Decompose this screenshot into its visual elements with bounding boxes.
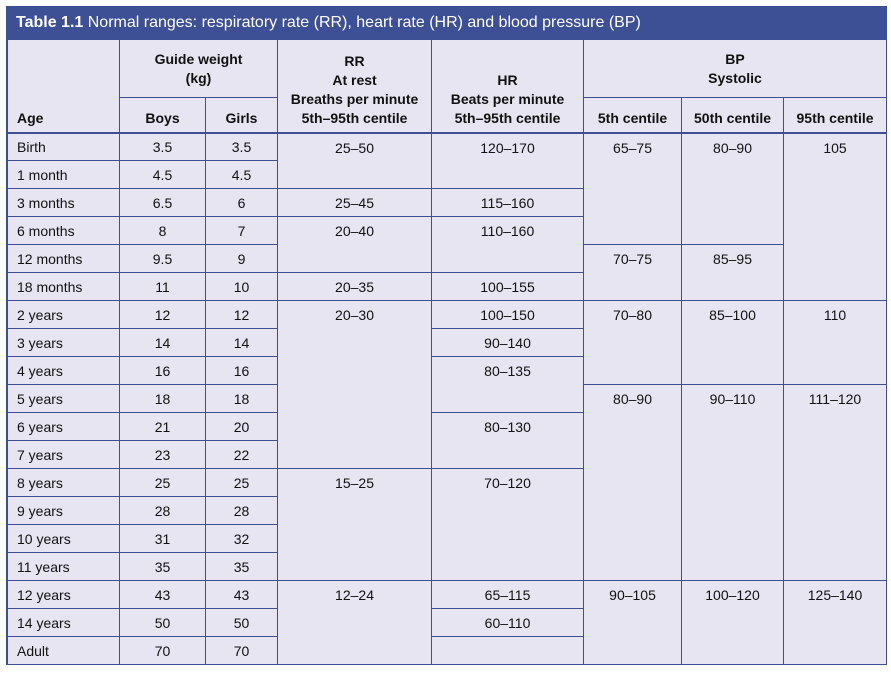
hr-cell: 80–135 [432,357,584,413]
table-caption [7,6,886,39]
boys-weight-cell: 35 [120,553,206,581]
caption-label: Table 1.1 [16,14,84,31]
girls-weight-cell: 18 [206,385,278,413]
bp-5th-cell: 90–105 [584,581,682,665]
bp-50th-cell: 85–100 [682,301,784,385]
rr-cell: 20–30 [278,301,432,469]
age-cell: 14 years [8,609,120,637]
rr-cell: 12–24 [278,581,432,665]
boys-weight-cell: 12 [120,301,206,329]
boys-weight-cell: 70 [120,637,206,665]
girls-weight-cell: 9 [206,245,278,273]
girls-weight-cell: 4.5 [206,161,278,189]
girls-weight-cell: 43 [206,581,278,609]
bp-95th-cell: 105 [784,133,887,301]
age-cell: 7 years [8,441,120,469]
header-bp-title: BP [725,50,745,67]
hr-cell: 90–140 [432,329,584,357]
age-cell: 12 years [8,581,120,609]
girls-weight-cell: 12 [206,301,278,329]
rr-cell: 25–50 [278,133,432,189]
boys-weight-cell: 4.5 [120,161,206,189]
boys-weight-cell: 50 [120,609,206,637]
header-hr [432,40,584,133]
bp-5th-cell: 70–75 [584,245,682,301]
header-guide-weight [120,40,278,98]
hr-cell: 65–115 [432,581,584,609]
age-cell: 9 years [8,497,120,525]
header-age: Age [8,40,120,133]
girls-weight-cell: 32 [206,525,278,553]
age-cell: 12 months [8,245,120,273]
girls-weight-cell: 14 [206,329,278,357]
hr-cell: 60–110 [432,609,584,637]
age-cell: 3 months [8,189,120,217]
boys-weight-cell: 14 [120,329,206,357]
bp-95th-cell: 111–120 [784,385,887,581]
girls-weight-cell: 7 [206,217,278,245]
header-guide-weight-title: Guide weight [154,50,243,67]
boys-weight-cell: 18 [120,385,206,413]
bp-5th-cell: 65–75 [584,133,682,245]
hr-cell [432,637,584,665]
header-rr-title: RR [344,52,365,69]
bp-50th-cell: 100–120 [682,581,784,665]
age-cell: Adult [8,637,120,665]
boys-weight-cell: 3.5 [120,133,206,161]
age-cell: 4 years [8,357,120,385]
age-cell: 10 years [8,525,120,553]
bp-50th-cell: 85–95 [682,245,784,301]
girls-weight-cell: 16 [206,357,278,385]
girls-weight-cell: 25 [206,469,278,497]
age-cell: 3 years [8,329,120,357]
table-row [8,133,887,161]
header-bp-95th: 95th centile [784,98,887,133]
header-rr-unit: Breaths per minute [290,90,419,107]
table-header [8,40,887,133]
girls-weight-cell: 50 [206,609,278,637]
table-body [8,133,887,665]
hr-cell: 100–155 [432,273,584,301]
hr-cell: 110–160 [432,217,584,273]
header-bp [584,40,887,98]
boys-weight-cell: 6.5 [120,189,206,217]
table-container [6,6,887,665]
girls-weight-cell: 35 [206,553,278,581]
header-hr-unit: Beats per minute [450,90,565,107]
header-hr-title: HR [497,71,518,88]
age-cell: Birth [8,133,120,161]
boys-weight-cell: 43 [120,581,206,609]
bp-50th-cell: 80–90 [682,133,784,245]
bp-5th-cell: 80–90 [584,385,682,581]
boys-weight-cell: 9.5 [120,245,206,273]
header-bp-5th: 5th centile [584,98,682,133]
header-boys: Boys [120,98,206,133]
age-cell: 2 years [8,301,120,329]
boys-weight-cell: 28 [120,497,206,525]
bp-95th-cell: 110 [784,301,887,385]
rr-cell: 20–35 [278,273,432,301]
girls-weight-cell: 20 [206,413,278,441]
boys-weight-cell: 23 [120,441,206,469]
header-rr-rest: At rest [332,71,377,88]
bp-50th-cell: 90–110 [682,385,784,581]
hr-cell: 120–170 [432,133,584,189]
rr-cell: 15–25 [278,469,432,581]
age-cell: 11 years [8,553,120,581]
age-cell: 5 years [8,385,120,413]
girls-weight-cell: 3.5 [206,133,278,161]
girls-weight-cell: 10 [206,273,278,301]
hr-cell: 100–150 [432,301,584,329]
girls-weight-cell: 6 [206,189,278,217]
age-cell: 8 years [8,469,120,497]
hr-cell: 70–120 [432,469,584,581]
bp-95th-cell: 125–140 [784,581,887,665]
header-rr-centile: 5th–95th centile [301,109,408,126]
girls-weight-cell: 22 [206,441,278,469]
boys-weight-cell: 8 [120,217,206,245]
boys-weight-cell: 25 [120,469,206,497]
caption-text: Normal ranges: respiratory rate (RR), heart rate (HR) and blood pressure (BP) [87,14,641,31]
boys-weight-cell: 11 [120,273,206,301]
hr-cell: 80–130 [432,413,584,469]
age-cell: 6 years [8,413,120,441]
hr-cell: 115–160 [432,189,584,217]
header-girls: Girls [206,98,278,133]
header-bp-systolic: Systolic [708,69,762,86]
rr-cell: 25–45 [278,189,432,217]
header-guide-weight-unit: (kg) [185,69,212,86]
header-hr-centile: 5th–95th centile [454,109,561,126]
bp-5th-cell: 70–80 [584,301,682,385]
header-bp-50th: 50th centile [682,98,784,133]
table-row [8,301,887,329]
boys-weight-cell: 31 [120,525,206,553]
normal-ranges-table [7,39,887,665]
age-cell: 6 months [8,217,120,245]
age-cell: 1 month [8,161,120,189]
girls-weight-cell: 70 [206,637,278,665]
table-row [8,581,887,609]
rr-cell: 20–40 [278,217,432,273]
girls-weight-cell: 28 [206,497,278,525]
boys-weight-cell: 16 [120,357,206,385]
boys-weight-cell: 21 [120,413,206,441]
age-cell: 18 months [8,273,120,301]
header-rr [278,40,432,133]
